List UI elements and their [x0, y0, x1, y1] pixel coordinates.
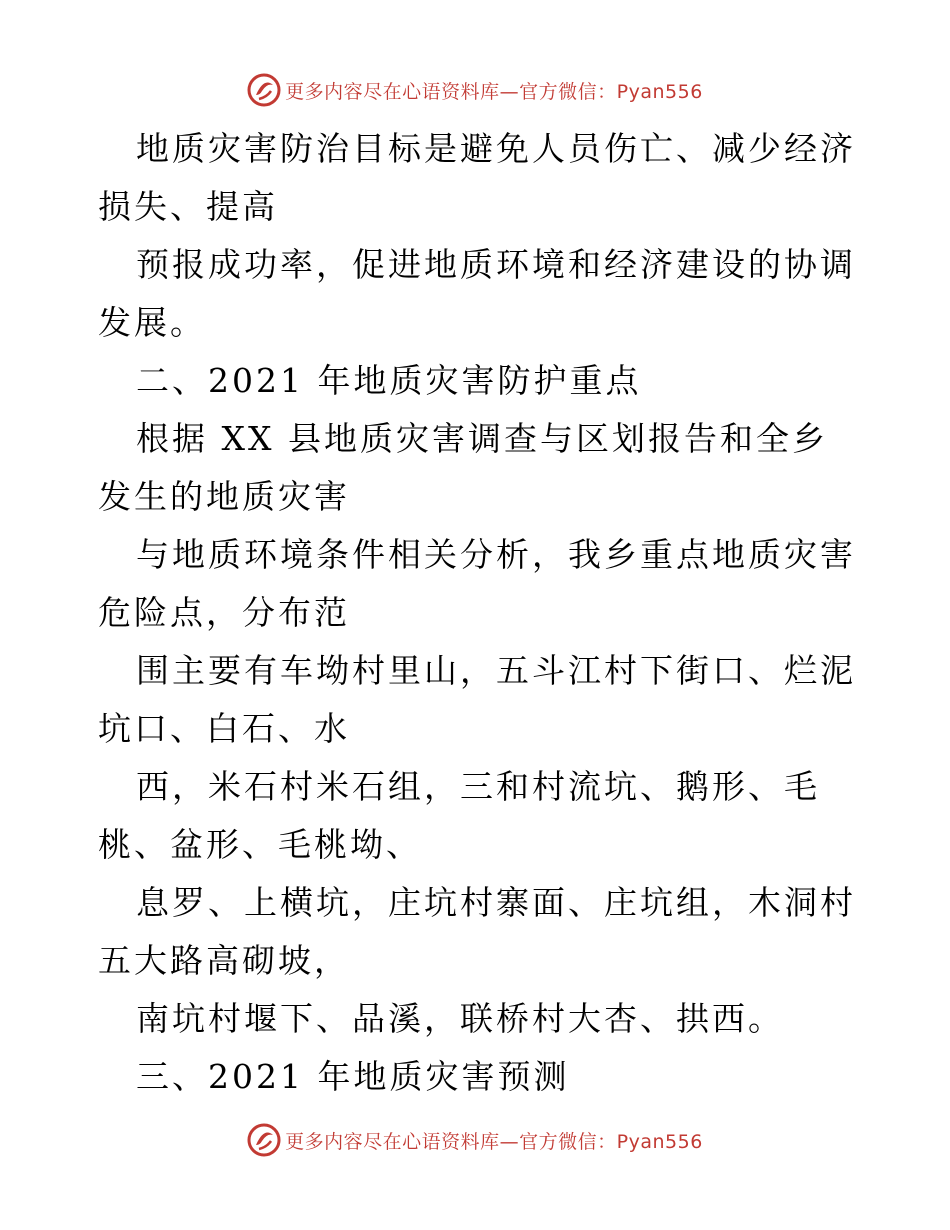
section-heading: 三、2021 年地质灾害预测: [136, 1057, 570, 1096]
swirl-logo-icon: [247, 1123, 281, 1157]
paragraph: 根据 XX 县地质灾害调查与区划报告和全乡发生的地质灾害: [98, 419, 828, 516]
paragraph: 围主要有车坳村里山，五斗江村下街口、烂泥坑口、白石、水: [98, 651, 856, 748]
watermark-text: 更多内容尽在心语资料库—官方微信：Pyan556: [285, 80, 703, 103]
document-body: [98, 120, 858, 1106]
paragraph: 息罗、上横坑，庄坑村寨面、庄坑组，木洞村五大路高砌坡，: [98, 883, 856, 980]
paragraph: 西，米石村米石组，三和村流坑、鹅形、毛桃、盆形、毛桃坳、: [98, 767, 820, 864]
paragraph: 与地质环境条件相关分析，我乡重点地质灾害危险点，分布范: [98, 535, 856, 632]
paragraph: 地质灾害防治目标是避免人员伤亡、减少经济损失、提高: [98, 129, 856, 226]
paragraph: 南坑村堰下、品溪，联桥村大杏、拱西。: [136, 999, 784, 1038]
watermark-text: 更多内容尽在心语资料库—官方微信：Pyan556: [285, 1130, 703, 1153]
swirl-logo-icon: [247, 73, 281, 107]
watermark-header: [0, 70, 950, 110]
paragraph: 预报成功率，促进地质环境和经济建设的协调发展。: [98, 245, 856, 342]
watermark-footer: [0, 1120, 950, 1160]
section-heading: 二、2021 年地质灾害防护重点: [136, 361, 642, 400]
